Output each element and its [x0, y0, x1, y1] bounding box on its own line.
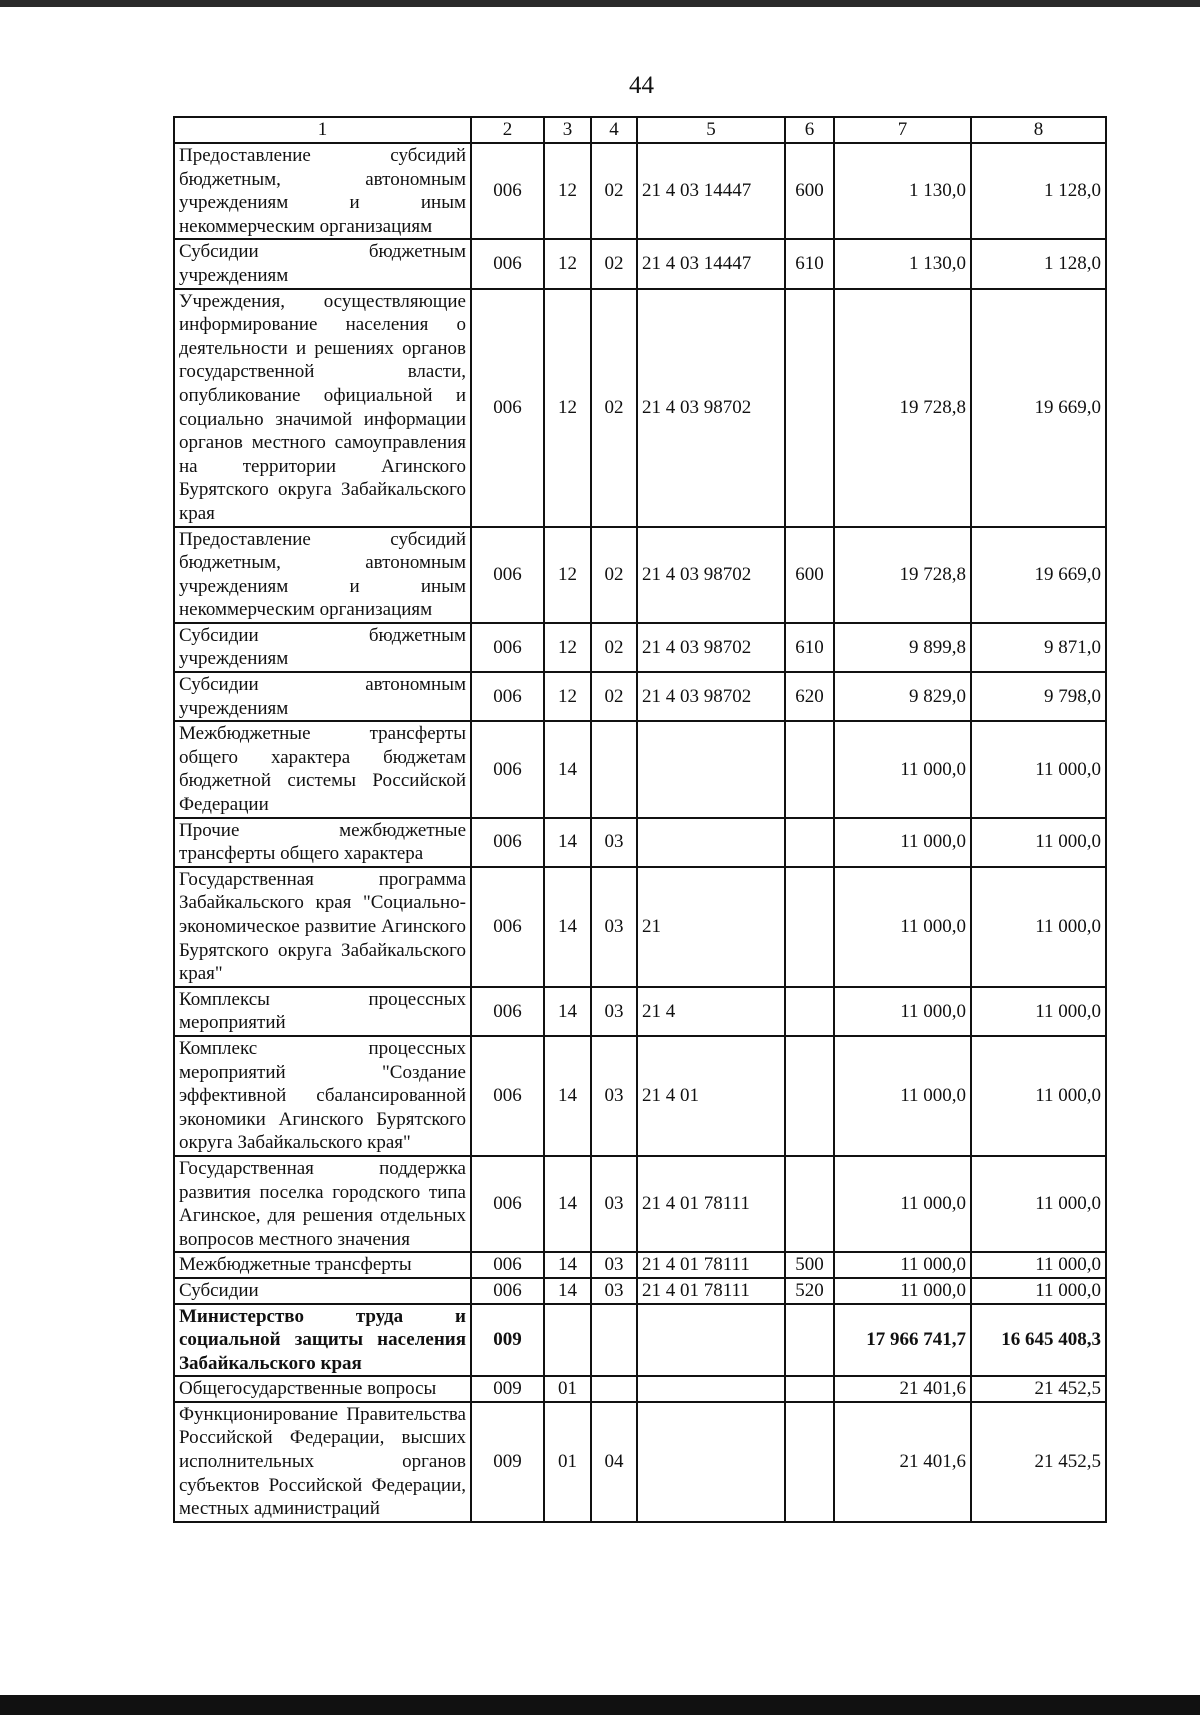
- cell-target-article: 21 4 01: [637, 1036, 785, 1156]
- cell-target-article: 21 4 01 78111: [637, 1156, 785, 1252]
- row-name: Комплекс процессных мероприятий "Создание эффективной сбалансированной экономики Агинского Бурятского округа Забайкальского края": [174, 1036, 471, 1156]
- cell-ministry-code: 009: [471, 1376, 544, 1402]
- cell-amount-year2: 21 452,5: [971, 1402, 1106, 1522]
- cell-subsection: 03: [591, 987, 637, 1036]
- cell-target-article: [637, 1402, 785, 1522]
- cell-amount-year2: 11 000,0: [971, 1156, 1106, 1252]
- cell-subsection: [591, 721, 637, 817]
- cell-expense-type: [785, 289, 834, 527]
- cell-ministry-code: 006: [471, 527, 544, 623]
- cell-expense-type: [785, 721, 834, 817]
- page-number: 44: [629, 72, 654, 99]
- cell-expense-type: 600: [785, 527, 834, 623]
- cell-amount-year1: 9 829,0: [834, 672, 971, 721]
- cell-target-article: 21 4 03 14447: [637, 143, 785, 239]
- table-row: [174, 1376, 1106, 1402]
- cell-ministry-code: 006: [471, 143, 544, 239]
- cell-expense-type: [785, 987, 834, 1036]
- cell-amount-year2: 11 000,0: [971, 987, 1106, 1036]
- cell-target-article: [637, 721, 785, 817]
- cell-subsection: 02: [591, 672, 637, 721]
- cell-amount-year2: 21 452,5: [971, 1376, 1106, 1402]
- cell-expense-type: [785, 1304, 834, 1377]
- cell-section: 12: [544, 239, 591, 288]
- row-name: Субсидии: [174, 1278, 471, 1304]
- cell-subsection: 04: [591, 1402, 637, 1522]
- row-name: Государственная программа Забайкальского края "Социально-экономическое развитие Агинского Бурятского округа Забайкальского края": [174, 867, 471, 987]
- cell-ministry-code: 006: [471, 1156, 544, 1252]
- table-row: [174, 1036, 1106, 1156]
- column-header: 6: [785, 117, 834, 143]
- cell-expense-type: [785, 1402, 834, 1522]
- cell-section: 14: [544, 721, 591, 817]
- cell-amount-year2: 11 000,0: [971, 867, 1106, 987]
- column-header: 5: [637, 117, 785, 143]
- cell-section: 14: [544, 1156, 591, 1252]
- cell-ministry-code: 006: [471, 289, 544, 527]
- row-name: Государственная поддержка развития поселка городского типа Агинское, для решения отдельных вопросов местного значения: [174, 1156, 471, 1252]
- cell-section: 14: [544, 818, 591, 867]
- cell-amount-year1: 11 000,0: [834, 1036, 971, 1156]
- cell-section: 14: [544, 1036, 591, 1156]
- cell-ministry-code: 009: [471, 1402, 544, 1522]
- cell-target-article: [637, 818, 785, 867]
- column-header: 1: [174, 117, 471, 143]
- cell-amount-year2: 11 000,0: [971, 1252, 1106, 1278]
- cell-section: 01: [544, 1376, 591, 1402]
- row-name: Субсидии автономным учреждениям: [174, 672, 471, 721]
- cell-amount-year1: 11 000,0: [834, 1252, 971, 1278]
- row-name: Учреждения, осуществляющие информирование населения о деятельности и решениях органов государственной власти, опубликование официальной и социально значимой информации органов местного самоуправления на территории Агинского Бурятского округа Забайкальского края: [174, 289, 471, 527]
- table-row: [174, 289, 1106, 527]
- cell-target-article: 21 4 03 14447: [637, 239, 785, 288]
- table-row: [174, 1278, 1106, 1304]
- cell-ministry-code: 006: [471, 239, 544, 288]
- cell-expense-type: 520: [785, 1278, 834, 1304]
- cell-amount-year2: 1 128,0: [971, 143, 1106, 239]
- scan-top-edge: [0, 0, 1200, 7]
- cell-ministry-code: 006: [471, 1036, 544, 1156]
- cell-subsection: [591, 1304, 637, 1377]
- cell-ministry-code: 006: [471, 867, 544, 987]
- cell-target-article: 21 4 03 98702: [637, 623, 785, 672]
- cell-expense-type: [785, 1036, 834, 1156]
- table-row: [174, 623, 1106, 672]
- cell-subsection: 03: [591, 1156, 637, 1252]
- header-row: [174, 117, 1106, 143]
- cell-amount-year2: 9 798,0: [971, 672, 1106, 721]
- cell-expense-type: 610: [785, 623, 834, 672]
- cell-section: 12: [544, 289, 591, 527]
- row-name: Межбюджетные трансферты: [174, 1252, 471, 1278]
- cell-amount-year1: 9 899,8: [834, 623, 971, 672]
- cell-subsection: 03: [591, 1252, 637, 1278]
- table-row: [174, 721, 1106, 817]
- cell-target-article: 21 4: [637, 987, 785, 1036]
- cell-expense-type: 610: [785, 239, 834, 288]
- cell-target-article: 21 4 03 98702: [637, 672, 785, 721]
- column-header: 3: [544, 117, 591, 143]
- table-row: [174, 1252, 1106, 1278]
- cell-ministry-code: 006: [471, 623, 544, 672]
- table-row: [174, 143, 1106, 239]
- cell-ministry-code: 006: [471, 721, 544, 817]
- column-header: 8: [971, 117, 1106, 143]
- cell-subsection: 02: [591, 623, 637, 672]
- cell-subsection: 02: [591, 239, 637, 288]
- cell-subsection: 03: [591, 867, 637, 987]
- cell-target-article: 21: [637, 867, 785, 987]
- cell-target-article: 21 4 03 98702: [637, 289, 785, 527]
- cell-amount-year1: 11 000,0: [834, 1278, 971, 1304]
- cell-expense-type: [785, 867, 834, 987]
- cell-amount-year1: 11 000,0: [834, 867, 971, 987]
- cell-section: 12: [544, 143, 591, 239]
- cell-expense-type: 500: [785, 1252, 834, 1278]
- row-name: Комплексы процессных мероприятий: [174, 987, 471, 1036]
- cell-target-article: 21 4 01 78111: [637, 1278, 785, 1304]
- cell-amount-year1: 21 401,6: [834, 1402, 971, 1522]
- cell-amount-year2: 16 645 408,3: [971, 1304, 1106, 1377]
- cell-ministry-code: 006: [471, 987, 544, 1036]
- budget-table: [173, 116, 1107, 1523]
- table-row: [174, 867, 1106, 987]
- row-name: Функционирование Правительства Российской Федерации, высших исполнительных органов субъектов Российской Федерации, местных администраций: [174, 1402, 471, 1522]
- row-name: Министерство труда и социальной защиты населения Забайкальского края: [174, 1304, 471, 1377]
- table-row: [174, 1156, 1106, 1252]
- cell-amount-year1: 19 728,8: [834, 527, 971, 623]
- cell-section: 12: [544, 623, 591, 672]
- row-name: Предоставление субсидий бюджетным, автономным учреждениям и иным некоммерческим организациям: [174, 143, 471, 239]
- cell-subsection: 02: [591, 289, 637, 527]
- cell-amount-year1: 1 130,0: [834, 143, 971, 239]
- cell-amount-year2: 19 669,0: [971, 289, 1106, 527]
- cell-amount-year1: 1 130,0: [834, 239, 971, 288]
- column-header: 4: [591, 117, 637, 143]
- cell-section: 14: [544, 987, 591, 1036]
- cell-amount-year1: 11 000,0: [834, 987, 971, 1036]
- cell-amount-year1: 21 401,6: [834, 1376, 971, 1402]
- cell-amount-year2: 11 000,0: [971, 721, 1106, 817]
- cell-expense-type: [785, 818, 834, 867]
- row-name: Межбюджетные трансферты общего характера бюджетам бюджетной системы Российской Федерации: [174, 721, 471, 817]
- cell-ministry-code: 006: [471, 818, 544, 867]
- table-row: [174, 527, 1106, 623]
- cell-amount-year2: 9 871,0: [971, 623, 1106, 672]
- cell-amount-year2: 1 128,0: [971, 239, 1106, 288]
- cell-subsection: 03: [591, 1278, 637, 1304]
- column-header: 7: [834, 117, 971, 143]
- row-name: Предоставление субсидий бюджетным, автономным учреждениям и иным некоммерческим организациям: [174, 527, 471, 623]
- cell-section: [544, 1304, 591, 1377]
- cell-amount-year2: 11 000,0: [971, 1278, 1106, 1304]
- row-name: Прочие межбюджетные трансферты общего характера: [174, 818, 471, 867]
- cell-target-article: 21 4 03 98702: [637, 527, 785, 623]
- cell-subsection: 02: [591, 143, 637, 239]
- cell-subsection: 03: [591, 1036, 637, 1156]
- cell-ministry-code: 006: [471, 1252, 544, 1278]
- cell-target-article: [637, 1304, 785, 1377]
- table-row: [174, 1402, 1106, 1522]
- column-header: 2: [471, 117, 544, 143]
- cell-ministry-code: 009: [471, 1304, 544, 1377]
- cell-expense-type: 620: [785, 672, 834, 721]
- cell-target-article: 21 4 01 78111: [637, 1252, 785, 1278]
- cell-ministry-code: 006: [471, 1278, 544, 1304]
- cell-expense-type: [785, 1156, 834, 1252]
- table-row: [174, 987, 1106, 1036]
- table-row: [174, 672, 1106, 721]
- cell-amount-year1: 11 000,0: [834, 1156, 971, 1252]
- scan-bottom-edge: [0, 1695, 1200, 1715]
- cell-subsection: [591, 1376, 637, 1402]
- cell-amount-year2: 11 000,0: [971, 818, 1106, 867]
- cell-ministry-code: 006: [471, 672, 544, 721]
- cell-section: 12: [544, 527, 591, 623]
- table-row-ministry: [174, 1304, 1106, 1377]
- row-name: Субсидии бюджетным учреждениям: [174, 623, 471, 672]
- cell-amount-year1: 11 000,0: [834, 818, 971, 867]
- table-row: [174, 818, 1106, 867]
- cell-subsection: 02: [591, 527, 637, 623]
- cell-section: 14: [544, 1252, 591, 1278]
- cell-subsection: 03: [591, 818, 637, 867]
- cell-section: 14: [544, 867, 591, 987]
- cell-target-article: [637, 1376, 785, 1402]
- row-name: Общегосударственные вопросы: [174, 1376, 471, 1402]
- cell-amount-year1: 11 000,0: [834, 721, 971, 817]
- cell-section: 14: [544, 1278, 591, 1304]
- cell-section: 12: [544, 672, 591, 721]
- cell-amount-year1: 19 728,8: [834, 289, 971, 527]
- table-row: [174, 239, 1106, 288]
- row-name: Субсидии бюджетным учреждениям: [174, 239, 471, 288]
- cell-expense-type: [785, 1376, 834, 1402]
- cell-amount-year1: 17 966 741,7: [834, 1304, 971, 1377]
- cell-amount-year2: 19 669,0: [971, 527, 1106, 623]
- cell-section: 01: [544, 1402, 591, 1522]
- cell-amount-year2: 11 000,0: [971, 1036, 1106, 1156]
- cell-expense-type: 600: [785, 143, 834, 239]
